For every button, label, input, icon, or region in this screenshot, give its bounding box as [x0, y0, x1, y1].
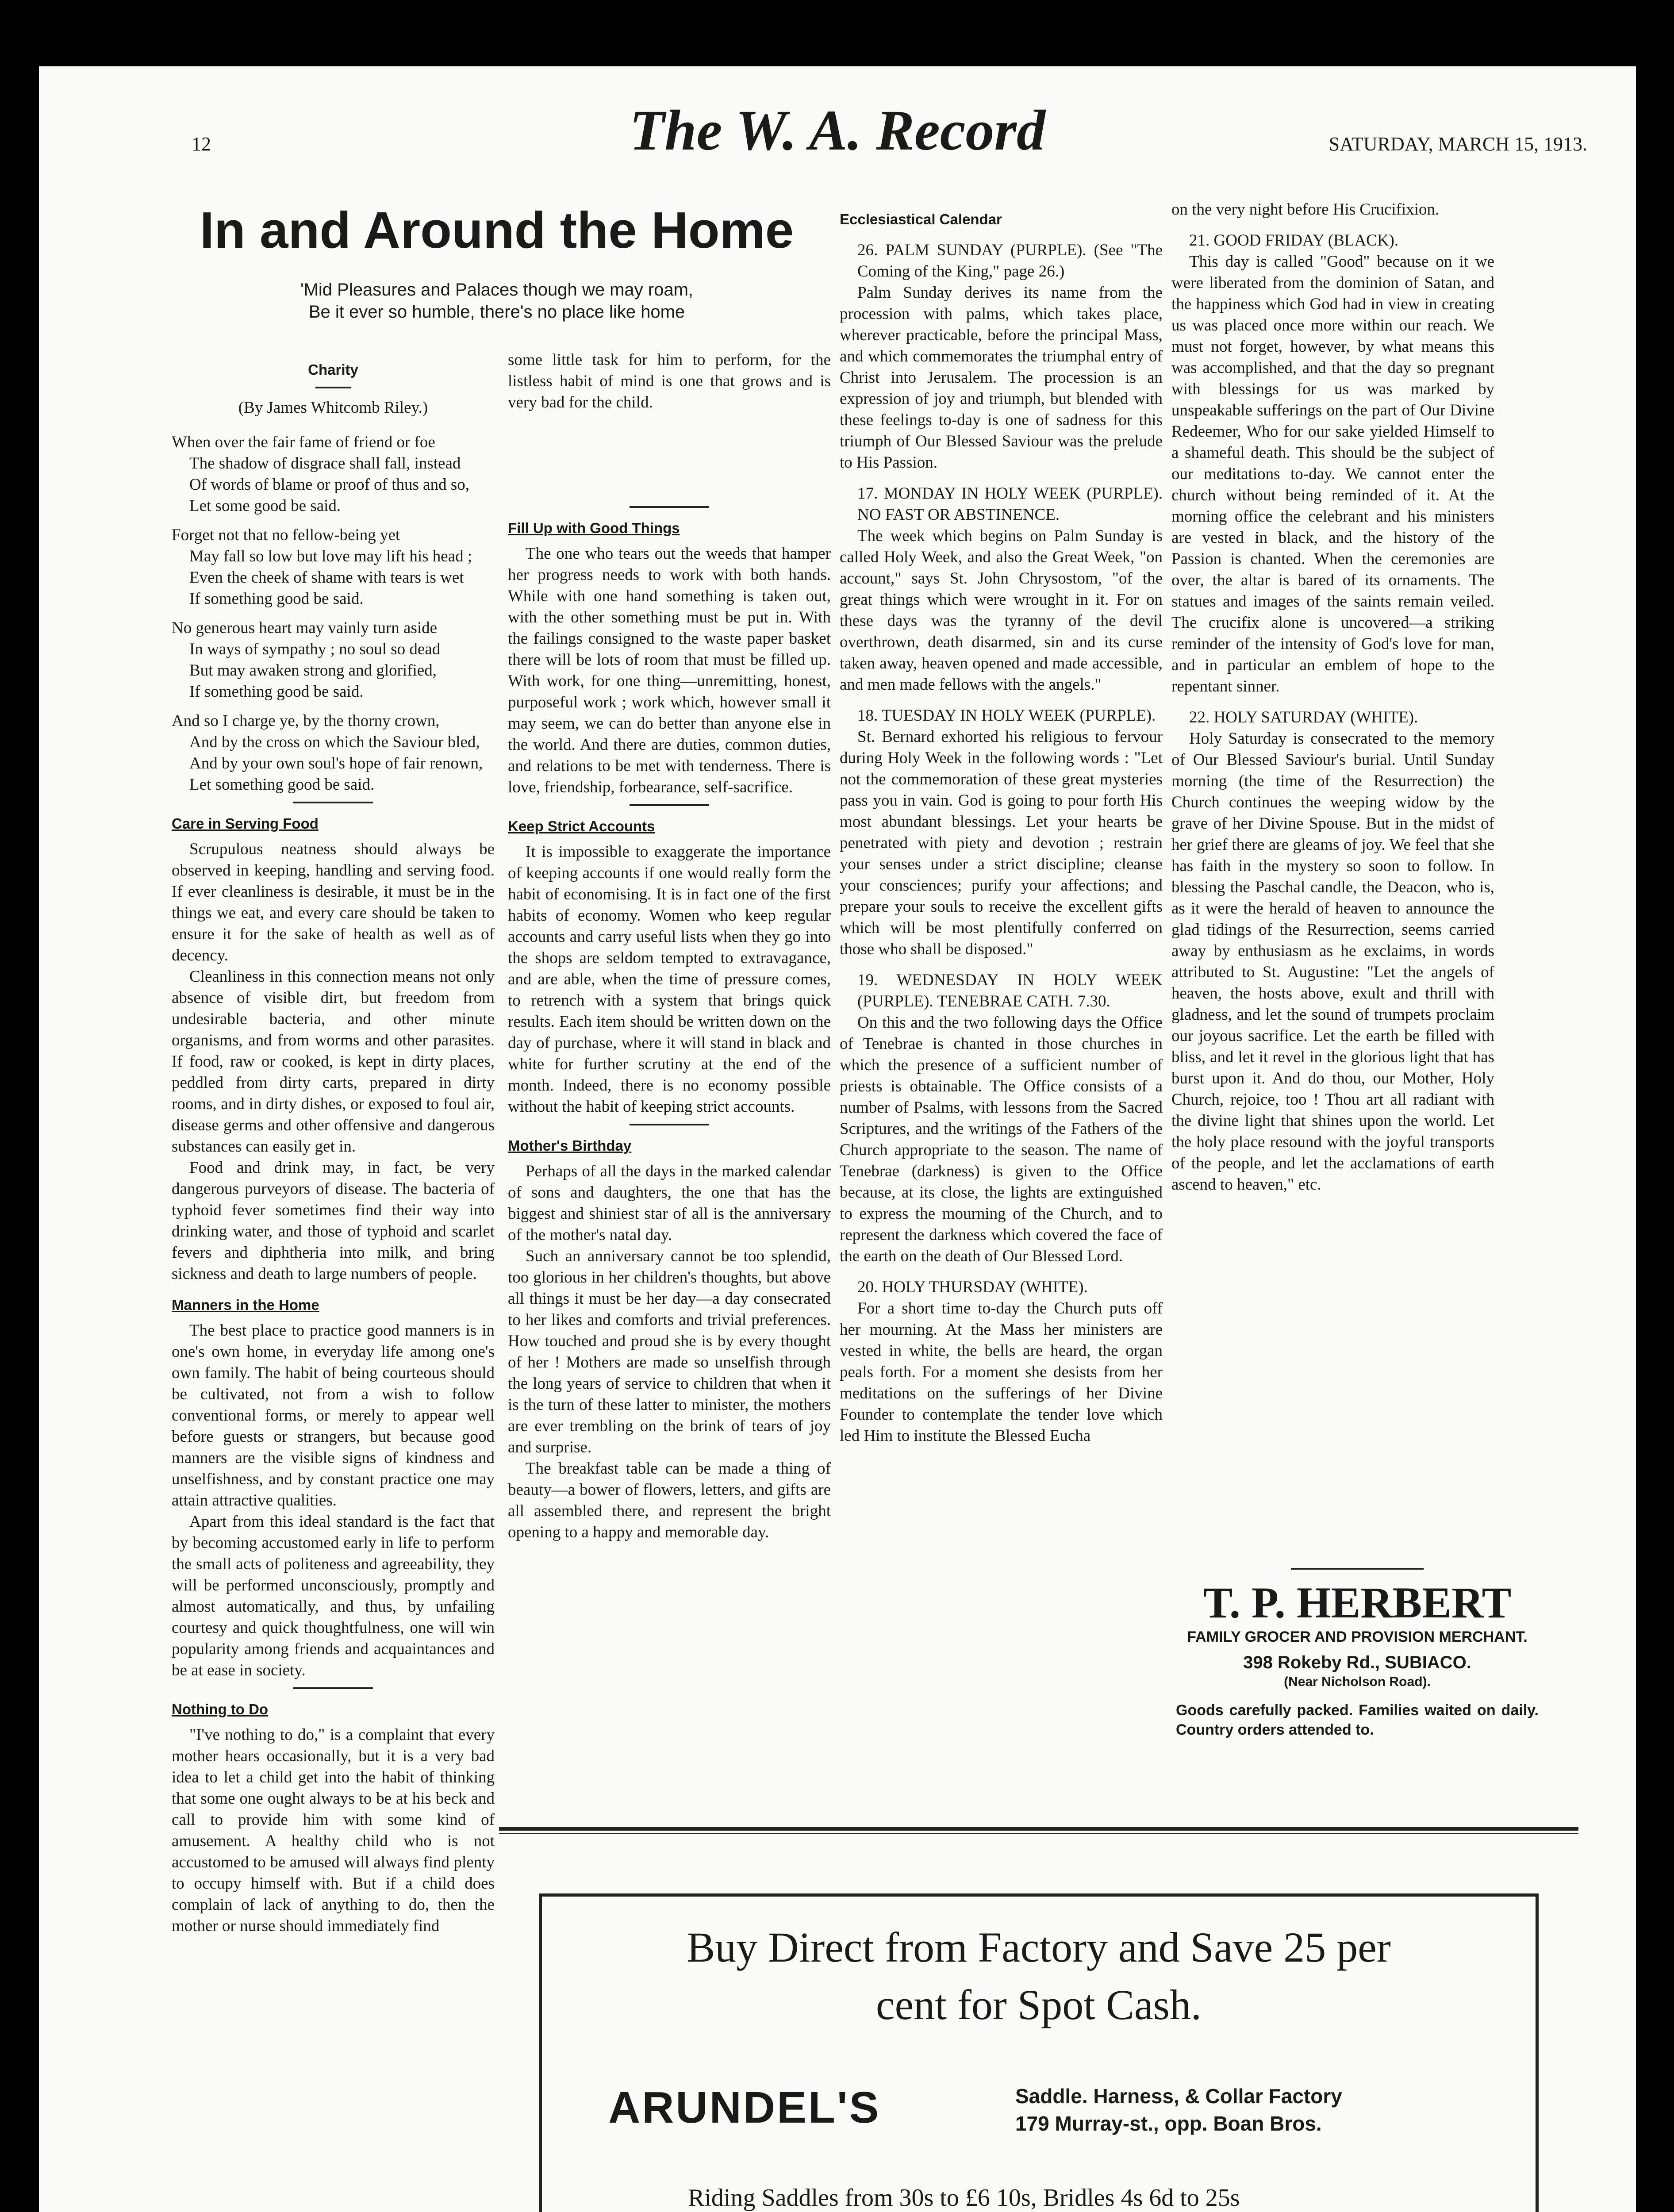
- paragraph: The one who tears out the weeds that hamper her progress needs to work with both hands. While with one hand something is taken out, with the other something must be put in. With the failings consigned to the waste paper basket there will be lots of room that must be filled up. With work, for one thing—unremitting, honest, purposeful work ; work which, however small it may seem, we can do better than anyone else in the world. And there are duties, common duties, and relations to be met with tenderness. There is love, friendship, forbearance, self-sacrifice.: [508, 545, 831, 796]
- herbert-name: T. P. HERBERT: [1203, 1578, 1512, 1627]
- paragraph: Apart from this ideal standard is the fact that by becoming accustomed early in life to perform the small acts of politeness and agreeability, they will be performed unconsciously, promptly and almost automatically, and thus, by unfailing courtesy and quick thoughtfulness, one will win popularity among friends and acquaintances and be at ease in society.: [172, 1513, 495, 1679]
- calendar-entry: 19. WEDNESDAY IN HOLY WEEK (PURPLE). TENEBRAE CATH. 7.30.: [857, 971, 1163, 1010]
- poem-line: The shadow of disgrace shall fall, instead: [189, 454, 461, 472]
- calendar-entry: 21. GOOD FRIDAY (BLACK).: [1189, 231, 1399, 250]
- ad-headline-1: Buy Direct from Factory and Save 25 per: [687, 1924, 1391, 1971]
- paragraph: It is impossible to exaggerate the importance of keeping accounts if one would really form the habit of economising. It is in fact one of the first habits of economy. Women who keep regular accounts and carry useful lists when they go into the shops are seldom tempted to extravagance, and are able, when the time of pressure comes, to retrench with a system that brings quick results. Each item should be written down on the day of purchase, where it will stand in black and white for further scrutiny at the end of the month. Indeed, there is no economy possible without the habit of keeping strict accounts.: [508, 843, 831, 1116]
- column-1: [165, 199, 794, 261]
- nothing-heading: Nothing to Do: [172, 1701, 269, 1717]
- poem-line: And by your own soul's hope of fair renown,: [189, 754, 483, 772]
- paragraph: For a short time to-day the Church puts off her mourning. At the Mass her ministers are vested in white, the bells are heard, the organ peals forth. For a moment she desists from her meditations on the sufferings of her Divine Founder to contemplate the tender love which led Him to institute the Blessed Eucha: [840, 1299, 1163, 1445]
- paragraph: "I've nothing to do," is a complaint that every mother hears occasionally, but it is a very bad idea to let a child get into the habit of thinking that some one ought always to be at his beck and call to provide him with some kind of amusement. A healthy child who is not accustomed to be amused will always find plenty to occupy himself with. But if a child does complain of lack of anything to do, then the mother or nurse should immediately find: [172, 1726, 495, 1935]
- paragraph: Holy Saturday is consecrated to the memory of Our Blessed Saviour's burial. Until Sunday morning (the time of the Resurrection) the Church continues the weeping widow by the grave of her Divine Spouse. But in the midst of her grief there are gleams of joy. We feel that she has faith in the mystery so soon to follow. In blessing the Paschal candle, the Deacon, who is, as it were the herald of heaven to announce the glad tidings of the Resurrection, seems carried away by enthusiasm as he exclaims, in words attributed to St. Augustine: "Let the angels of heaven, the hosts above, exult and thrill with gladness, and let the sound of trumpets proclaim our joyous sacrifice. Let the earth be filled with bliss, and let it revel in the glorious light that has burst upon it. And do thou, our Mother, Holy Church, rejoice, too ! Thou art all radiant with the divine light that shines upon the world. Let the holy place resound with the joyful transports of the people, and let the acclamations of earth ascend to heaven," etc.: [1171, 730, 1494, 1194]
- ad-address-line-2: 179 Murray-st., opp. Boan Bros.: [1015, 2112, 1322, 2135]
- column-3: [840, 199, 1163, 1818]
- issue-date: SATURDAY, MARCH 15, 1913.: [1328, 133, 1587, 155]
- ad-headline-2: cent for Spot Cash.: [876, 1981, 1202, 2028]
- paragraph: On this and the two following days the Office of Tenebrae is chanted in those churches in which the presence of a sufficient number of priests is obtainable. The Office consists of a number of Psalms, with lessons from the Sacred Scriptures, and the writings of the Fathers of the Church appropriate to the season. The name of Tenebrae (darkness) is given to the Office because, at its close, the lights are extinguished to express the mourning of the Church, and to represent the darkness which covered the face of the earth on the death of Our Blessed Lord.: [840, 1014, 1163, 1265]
- page-divider: [499, 1827, 1578, 1834]
- fillup-heading: Fill Up with Good Things: [508, 520, 680, 536]
- nothing-continued: [508, 349, 831, 500]
- manners-heading: Manners in the Home: [172, 1297, 319, 1313]
- paragraph: Such an anniversary cannot be too splendid, too glorious in her children's thoughts, but above all things it must be her day—a day consecrated to her likes and comforts and trivial preferences. How touched and proud she is by every thought of her ! Mothers are made so unselfish through the long years of service to children that when it is the turn of these latter to minister, the mothers are ever trembling on the brink of tears of joy and surprise.: [508, 1247, 831, 1456]
- column-2: [508, 349, 831, 1543]
- ad-address: [1015, 2082, 1342, 2137]
- charity-poem: [172, 432, 495, 795]
- herbert-advert: [1176, 1562, 1539, 1740]
- poem-line: If something good be said.: [189, 590, 364, 608]
- mothers-text: [508, 1161, 831, 1543]
- poem-line: Let something good be said.: [189, 776, 375, 794]
- herbert-line-3: (Near Nicholson Road).: [1284, 1674, 1431, 1689]
- mothers-heading: Mother's Birthday: [508, 1137, 632, 1154]
- paragraph: Cleanliness in this connection means not only absence of visible dirt, but freedom from undesirable bacteria, and other minute organisms, and from worms and other parasites. If food, raw or cooked, is kept in dirty places, peddled from dirty carts, prepared in dirty rooms, and in dirty dishes, or exposed to foul air, disease germs and other offensive and dangerous substances can easily get in.: [172, 968, 495, 1156]
- page-number: 12: [192, 133, 211, 155]
- poem-line: When over the fair fame of friend or foe: [172, 433, 435, 451]
- section-subtitle: [165, 279, 829, 323]
- calendar-entry: 26. PALM SUNDAY (PURPLE). (See "The Coming of the King," page 26.): [857, 241, 1163, 280]
- poem-line: Let some good be said.: [189, 497, 341, 515]
- calendar-entry: 22. HOLY SATURDAY (WHITE).: [1189, 708, 1418, 726]
- calendar-text: [840, 240, 1163, 1447]
- ad-price-list: [688, 2180, 1362, 2212]
- paragraph: Palm Sunday derives its name from the procession with palms, which takes place, wherever practicable, before the principal Mass, and which commemorates the triumphal entry of Christ into Jerusalem. The procession is an expression of joy and triumph, but blended with these feelings to-day is one of sadness for this triumph of Our Blessed Saviour was the prelude to His Passion.: [840, 284, 1163, 472]
- masthead: The W. A. Record: [629, 99, 1046, 162]
- poem-line: But may awaken strong and glorified,: [189, 661, 437, 680]
- arundel-advert: [539, 1893, 1539, 2212]
- care-text: [172, 839, 495, 1285]
- manners-text: [172, 1320, 495, 1681]
- fillup-text: [508, 543, 831, 798]
- care-heading: Care in Serving Food: [172, 815, 319, 832]
- ad-brand: ARUNDEL'S: [608, 2083, 881, 2132]
- poem-line: In ways of sympathy ; no soul so dead: [189, 640, 441, 658]
- charity-heading: Charity: [308, 361, 358, 378]
- ad-price-item: Riding Saddles from 30s to £6 10s, Bridles 4s 6d to 25s: [688, 2184, 1240, 2212]
- poem-line: Forget not that no fellow-being yet: [172, 526, 400, 544]
- newspaper-page: [39, 66, 1636, 2212]
- accounts-heading: Keep Strict Accounts: [508, 818, 655, 834]
- accounts-text: [508, 841, 831, 1118]
- paragraph: This day is called "Good" because on it we were liberated from the dominion of Satan, and the happiness which God had in view in creating us was placed once more within our reach. We must not forget, however, by what means this was accomplished, and that the day so pregnant with blessings for us was marked by unspeakable sufferings on the part of Our Divine Redeemer, Who for our sake yielded Himself to a shameful death. This should be the subject of our meditations to-day. We cannot enter the church without being reminded of it. At the morning office the celebrant and his ministers are vested in black, and the history of the Passion is chanted. When the ceremonies are over, the altar is bared of its ornaments. The statues and images of the saints remain veiled. The crucifix alone is uncovered—a striking reminder of the intensity of God's love for man, and in particular an emblem of hope to the repentant sinner.: [1171, 253, 1494, 695]
- poem-line: And so I charge ye, by the thorny crown,: [172, 712, 440, 730]
- calendar-entry: 18. TUESDAY IN HOLY WEEK (PURPLE).: [857, 707, 1156, 725]
- subtitle-line: Be it ever so humble, there's no place like home: [308, 302, 685, 322]
- paragraph: Perhaps of all the days in the marked calendar of sons and daughters, the one that has the biggest and shiniest star of all is the anniversary of the mother's natal day.: [508, 1162, 831, 1244]
- calendar-entry: 20. HOLY THURSDAY (WHITE).: [857, 1278, 1088, 1296]
- subtitle-line: 'Mid Pleasures and Palaces though we may roam,: [300, 280, 694, 300]
- paragraph: St. Bernard exhorted his religious to fervour during Holy Week in the following words : "Let not the commemoration of these great mysteries pass you in vain. God is going to pour forth His most abundant blessings. Let your hearts be penetrated with piety and devotion ; restrain your senses under a strict discipline; cleanse your consciences; purify your affections; and prepare your souls to receive the excellent gifts which will be most plentifully conferred on those who shall be disposed.": [840, 728, 1163, 958]
- poem-line: Even the cheek of shame with tears is wet: [189, 568, 464, 587]
- poem-author: (By James Whitcomb Riley.): [238, 399, 428, 417]
- paragraph: The best place to practice good manners is in one's own home, in everyday life among one's own family. The habit of being courteous should be cultivated, not from a wish to follow conventional forms, or merely to appear well before guests or strangers, but because good manners are the visible signs of kindness and unselfishness, and by constant practice one may attain attractive qualities.: [172, 1321, 495, 1509]
- herbert-body: Goods carefully packed. Families waited on daily. Country orders attended to.: [1176, 1702, 1539, 1738]
- poem-line: If something good be said.: [189, 683, 364, 701]
- poem-line: No generous heart may vainly turn aside: [172, 619, 438, 637]
- paragraph: on the very night before His Crucifixion.: [1171, 200, 1440, 219]
- column-4: [1171, 199, 1494, 1544]
- poem-line: May fall so low but love may lift his head ;: [189, 547, 472, 565]
- paragraph: some little task for him to perform, for the listless habit of mind is one that grows and is very bad for the child.: [508, 351, 831, 411]
- page-header: [39, 88, 1636, 177]
- calendar-entry: 17. MONDAY IN HOLY WEEK (PURPLE). NO FAST OR ABSTINENCE.: [857, 484, 1163, 524]
- calendar-text-continued: [1171, 199, 1494, 1195]
- calendar-heading: Ecclesiastical Calendar: [840, 211, 1002, 227]
- paragraph: Food and drink may, in fact, be very dangerous purveyors of disease. The bacteria of typhoid fever sometimes find their way into drinking water, and those of typhoid and scarlet fevers and diphtheria into milk, and bring sickness and death to large numbers of people.: [172, 1159, 495, 1283]
- section-title: In and Around the Home: [200, 201, 794, 259]
- paragraph: The breakfast table can be made a thing of beauty—a bower of flowers, letters, and gifts are all assembled there, and represent the bright opening to a happy and memorable day.: [508, 1459, 831, 1541]
- column-1-body: [172, 349, 495, 1937]
- paragraph: The week which begins on Palm Sunday is called Holy Week, and also the Great Week, "on account," says St. John Chrysostom, "of the great things which were wrought in it. For on these days was the tyranny of the devil overthrown, death disarmed, sin and its curse taken away, heaven opened and made accessible, and men made fellows with the angels.": [840, 527, 1163, 694]
- poem-line: Of words of blame or proof of thus and so,: [189, 476, 469, 494]
- ad-address-line-1: Saddle. Harness, & Collar Factory: [1015, 2085, 1342, 2108]
- paragraph: Scrupulous neatness should always be observed in keeping, handling and serving food. If ever cleanliness is desirable, it must be in the things we eat, and every care should be taken to ensure it for the sake of health as well as of decency.: [172, 840, 495, 964]
- poem-line: And by the cross on which the Saviour bled,: [189, 733, 480, 751]
- herbert-line-1: FAMILY GROCER AND PROVISION MERCHANT.: [1187, 1628, 1528, 1645]
- nothing-text: [172, 1724, 495, 1937]
- herbert-address: 398 Rokeby Rd., SUBIACO.: [1243, 1653, 1471, 1672]
